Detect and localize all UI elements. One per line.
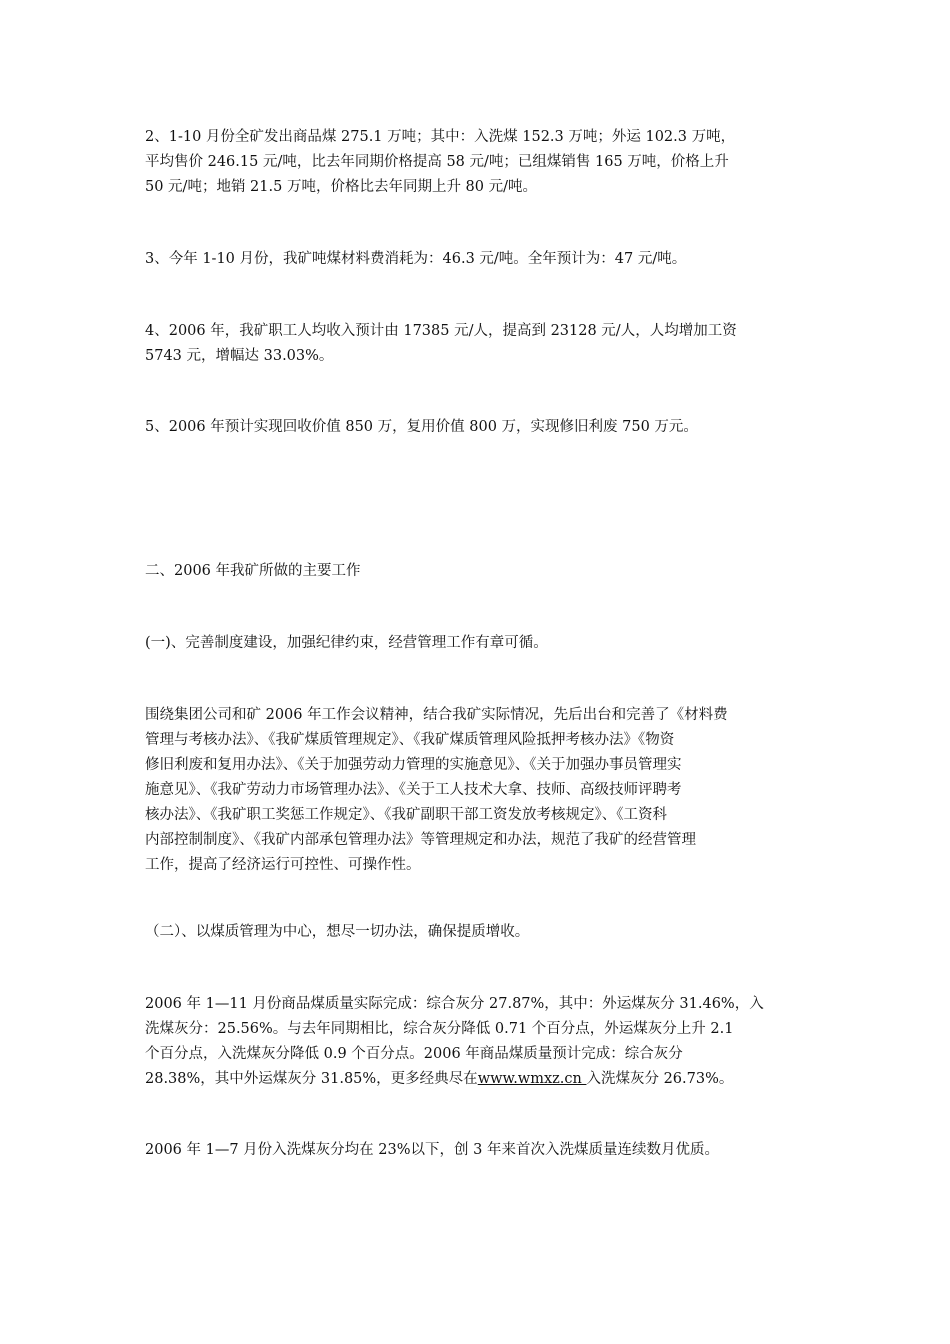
text-line: 4、2006 年，我矿职工人均收入预计由 17385 元/人，提高到 23128 元/人，人均增加工资 [145, 323, 737, 339]
paragraph-material-cost [145, 247, 815, 272]
text-line: 5743 元，增幅达 33.03%。 [145, 348, 334, 364]
paragraph-income [145, 319, 815, 369]
section-heading [145, 559, 815, 584]
heading-line: （二）、以煤质管理为中心，想尽一切办法，确保提质增收。 [145, 924, 530, 940]
text-line: 施意见》、《我矿劳动力市场管理办法》、《关于工人技术大拿、技师、高级技师评聘考 [145, 782, 682, 798]
text-line: 个百分点，入洗煤灰分降低 0.9 个百分点。2006 年商品煤质量预计完成：综合灰分 [145, 1046, 683, 1062]
text-segment: 入洗煤灰分 26.73%。 [586, 1071, 734, 1087]
paragraph-sales [145, 125, 815, 200]
paragraph-washed-coal [145, 1138, 815, 1163]
text-line [145, 1067, 815, 1092]
text-line: 内部控制制度》、《我矿内部承包管理办法》等管理规定和办法，规范了我矿的经营管理 [145, 832, 696, 848]
text-line: 洗煤灰分：25.56%。与去年同期相比，综合灰分降低 0.71 个百分点，外运煤灰分上升 2.1 [145, 1021, 734, 1037]
text-line: 核办法》、《我矿职工奖惩工作规定》、《我矿副职干部工资发放考核规定》、《工资科 [145, 807, 667, 823]
text-line: 2006 年 1—7 月份入洗煤灰分均在 23%以下，创 3 年来首次入洗煤质量连续数月优质。 [145, 1142, 719, 1158]
text-line: 5、2006 年预计实现回收价值 850 万，复用价值 800 万，实现修旧利废 750 万元。 [145, 419, 698, 435]
text-line: 围绕集团公司和矿 2006 年工作会议精神，结合我矿实际情况，先后出台和完善了《材料费 [145, 707, 728, 723]
text-line: 2006 年 1—11 月份商品煤质量实际完成：综合灰分 27.87%，其中：外运煤灰分 31.46%，入 [145, 996, 764, 1012]
subsection-heading-1 [145, 631, 815, 656]
subsection-heading-2 [145, 920, 815, 945]
text-line: 50 元/吨；地销 21.5 万吨，价格比去年同期上升 80 元/吨。 [145, 179, 538, 195]
paragraph-coal-quality [145, 992, 815, 1092]
text-line: 平均售价 246.15 元/吨，比去年同期价格提高 58 元/吨；已组煤销售 165 万吨，价格上升 [145, 154, 729, 170]
website-link[interactable]: www.wmxz.cn [477, 1071, 587, 1087]
text-line: 管理与考核办法》、《我矿煤质管理规定》、《我矿煤质管理风险抵押考核办法》《物资 [145, 732, 675, 748]
paragraph-regulations [145, 703, 815, 878]
text-line: 工作，提高了经济运行可控性、可操作性。 [145, 857, 421, 873]
text-line: 2、1-10 月份全矿发出商品煤 275.1 万吨；其中：入洗煤 152.3 万吨；外运 102.3 万吨， [145, 129, 736, 145]
text-line: 3、今年 1-10 月份，我矿吨煤材料费消耗为：46.3 元/吨。全年预计为：47 元/吨。 [145, 251, 687, 267]
heading-line: 二、2006 年我矿所做的主要工作 [145, 563, 361, 579]
paragraph-recovery [145, 415, 815, 440]
text-line: 修旧利废和复用办法》、《关于加强劳动力管理的实施意见》、《关于加强办事员管理实 [145, 757, 682, 773]
heading-line: (一)、完善制度建设，加强纪律约束，经营管理工作有章可循。 [145, 635, 548, 651]
text-segment: 28.38%，其中外运煤灰分 31.85%，更多经典尽在 [145, 1071, 478, 1087]
